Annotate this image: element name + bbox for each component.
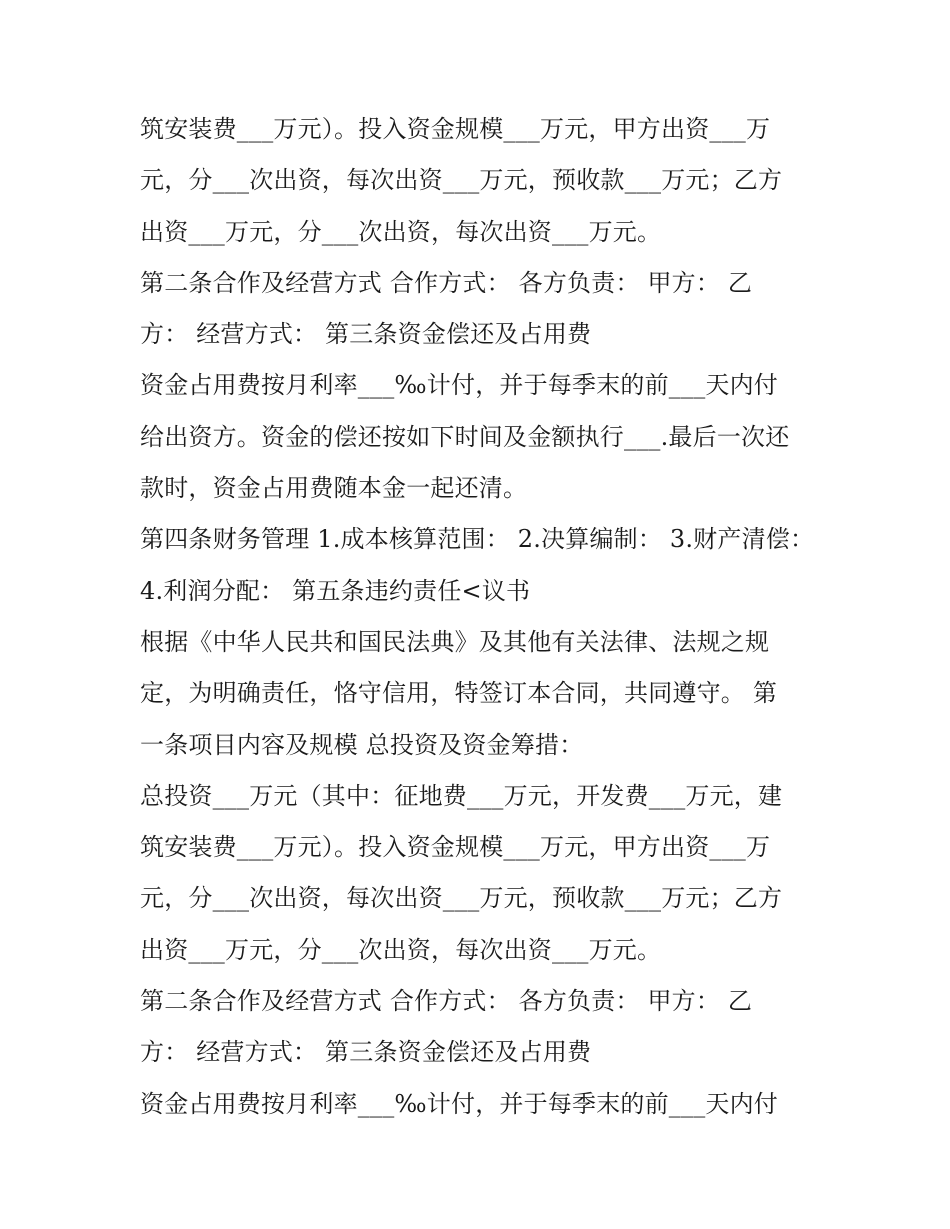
text-line: 元，分___次出资，每次出资___万元，预收款___万元；乙方 (140, 166, 783, 195)
text-line: 筑安装费___万元）。投入资金规模___万元，甲方出资___万 (140, 833, 771, 862)
text-line: 根据《中华人民共和国民法典》及其他有关法律、法规之规 (140, 627, 770, 656)
text-line: 方： 经营方式： 第三条资金偿还及占用费 (140, 1038, 592, 1067)
text-line: 方： 经营方式： 第三条资金偿还及占用费 (140, 320, 592, 349)
text-line: 资金占用费按月利率___‰计付，并于每季末的前___天内付 (140, 371, 779, 400)
text-line: 4.利润分配： 第五条违约责任<议书 (140, 576, 531, 605)
text-line: 元，分___次出资，每次出资___万元，预收款___万元；乙方 (140, 884, 783, 913)
text-line: 第二条合作及经营方式 合作方式： 各方负责： 甲方： 乙 (140, 987, 753, 1016)
text-line: 出资___万元，分___次出资，每次出资___万元。 (140, 935, 662, 964)
text-line: 资金占用费按月利率___‰计付，并于每季末的前___天内付 (140, 1089, 779, 1118)
text-line: 给出资方。资金的偿还按如下时间及金额执行___.最后一次还 (140, 422, 790, 451)
text-line: 款时，资金占用费随本金一起还清。 (140, 474, 528, 503)
text-line: 出资___万元，分___次出资，每次出资___万元。 (140, 217, 662, 246)
text-line: 总投资___万元（其中：征地费___万元，开发费___万元，建 (140, 781, 783, 810)
text-line: 定，为明确责任，恪守信用，特签订本合同，共同遵守。 第 (140, 679, 778, 708)
text-line: 一条项目内容及规模 总投资及资金筹措： (140, 730, 584, 759)
text-line: 第四条财务管理 1.成本核算范围： 2.决算编制： 3.财产清偿： (140, 525, 815, 554)
text-line: 筑安装费___万元）。投入资金规模___万元，甲方出资___万 (140, 115, 771, 143)
text-line: 第二条合作及经营方式 合作方式： 各方负责： 甲方： 乙 (140, 268, 753, 297)
contract-text (140, 104, 820, 1130)
